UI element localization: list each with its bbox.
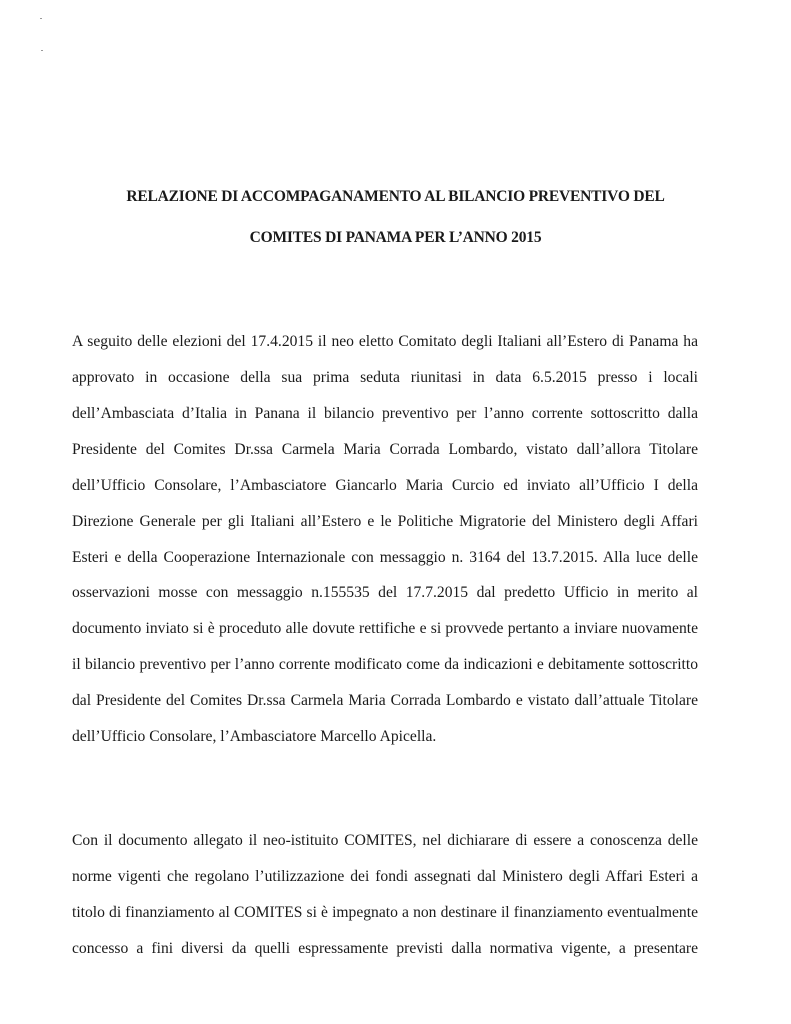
- document-title-line-2: COMITES DI PANAMA PER L’ANNO 2015: [249, 229, 542, 246]
- paragraph-line: Presidente del Comites Dr.ssa Carmela Maria Corrada Lombardo, vistato dall’allora Titolare: [72, 441, 698, 458]
- paragraph-line: Direzione Generale per gli Italiani all’Estero e le Politiche Migratorie del Ministero degli Affari: [72, 513, 698, 530]
- paragraph-line: dell’Ufficio Consolare, l’Ambasciatore Marcello Apicella.: [72, 728, 437, 745]
- paragraph-line: dell’Ambasciata d’Italia in Panana il bilancio preventivo per l’anno corrente sottoscritto dalla: [72, 405, 698, 422]
- paragraph-line: A seguito delle elezioni del 17.4.2015 il neo eletto Comitato degli Italiani all’Estero di Panama ha: [72, 333, 698, 350]
- scan-speck: [40, 18, 42, 19]
- paragraph-line: Esteri e della Cooperazione Internazionale con messaggio n. 3164 del 13.7.2015. Alla luce delle: [72, 549, 698, 566]
- scan-speck: [41, 50, 43, 51]
- paragraph-line: dell’Ufficio Consolare, l’Ambasciatore Giancarlo Maria Curcio ed inviato all’Ufficio I della: [72, 477, 698, 494]
- paragraph-line: titolo di finanziamento al COMITES si è impegnato a non destinare il finanziamento eventualmente: [72, 904, 698, 921]
- paragraph-line: documento inviato si è proceduto alle dovute rettifiche e si provvede pertanto a inviare nuovamente: [72, 620, 698, 637]
- document-title-line-1: RELAZIONE DI ACCOMPAGANAMENTO AL BILANCIO PREVENTIVO DEL: [126, 188, 665, 205]
- paragraph-line: il bilancio preventivo per l’anno corrente modificato come da indicazioni e debitamente sottoscritto: [72, 656, 698, 673]
- paragraph-line: approvato in occasione della sua prima seduta riunitasi in data 6.5.2015 presso i locali: [72, 369, 698, 386]
- paragraph-line: dal Presidente del Comites Dr.ssa Carmela Maria Corrada Lombardo e vistato dall’attuale Titolare: [72, 692, 698, 709]
- paragraph-line: concesso a fini diversi da quelli espressamente previsti dalla normativa vigente, a presentare: [72, 940, 698, 957]
- paragraph-line: Con il documento allegato il neo-istituito COMITES, nel dichiarare di essere a conoscenza delle: [72, 832, 698, 849]
- paragraph-line: norme vigenti che regolano l’utilizzazione dei fondi assegnati dal Ministero degli Affari Esteri a: [72, 868, 698, 885]
- paragraph-line: osservazioni mosse con messaggio n.155535 del 17.7.2015 dal predetto Ufficio in merito al: [72, 584, 698, 601]
